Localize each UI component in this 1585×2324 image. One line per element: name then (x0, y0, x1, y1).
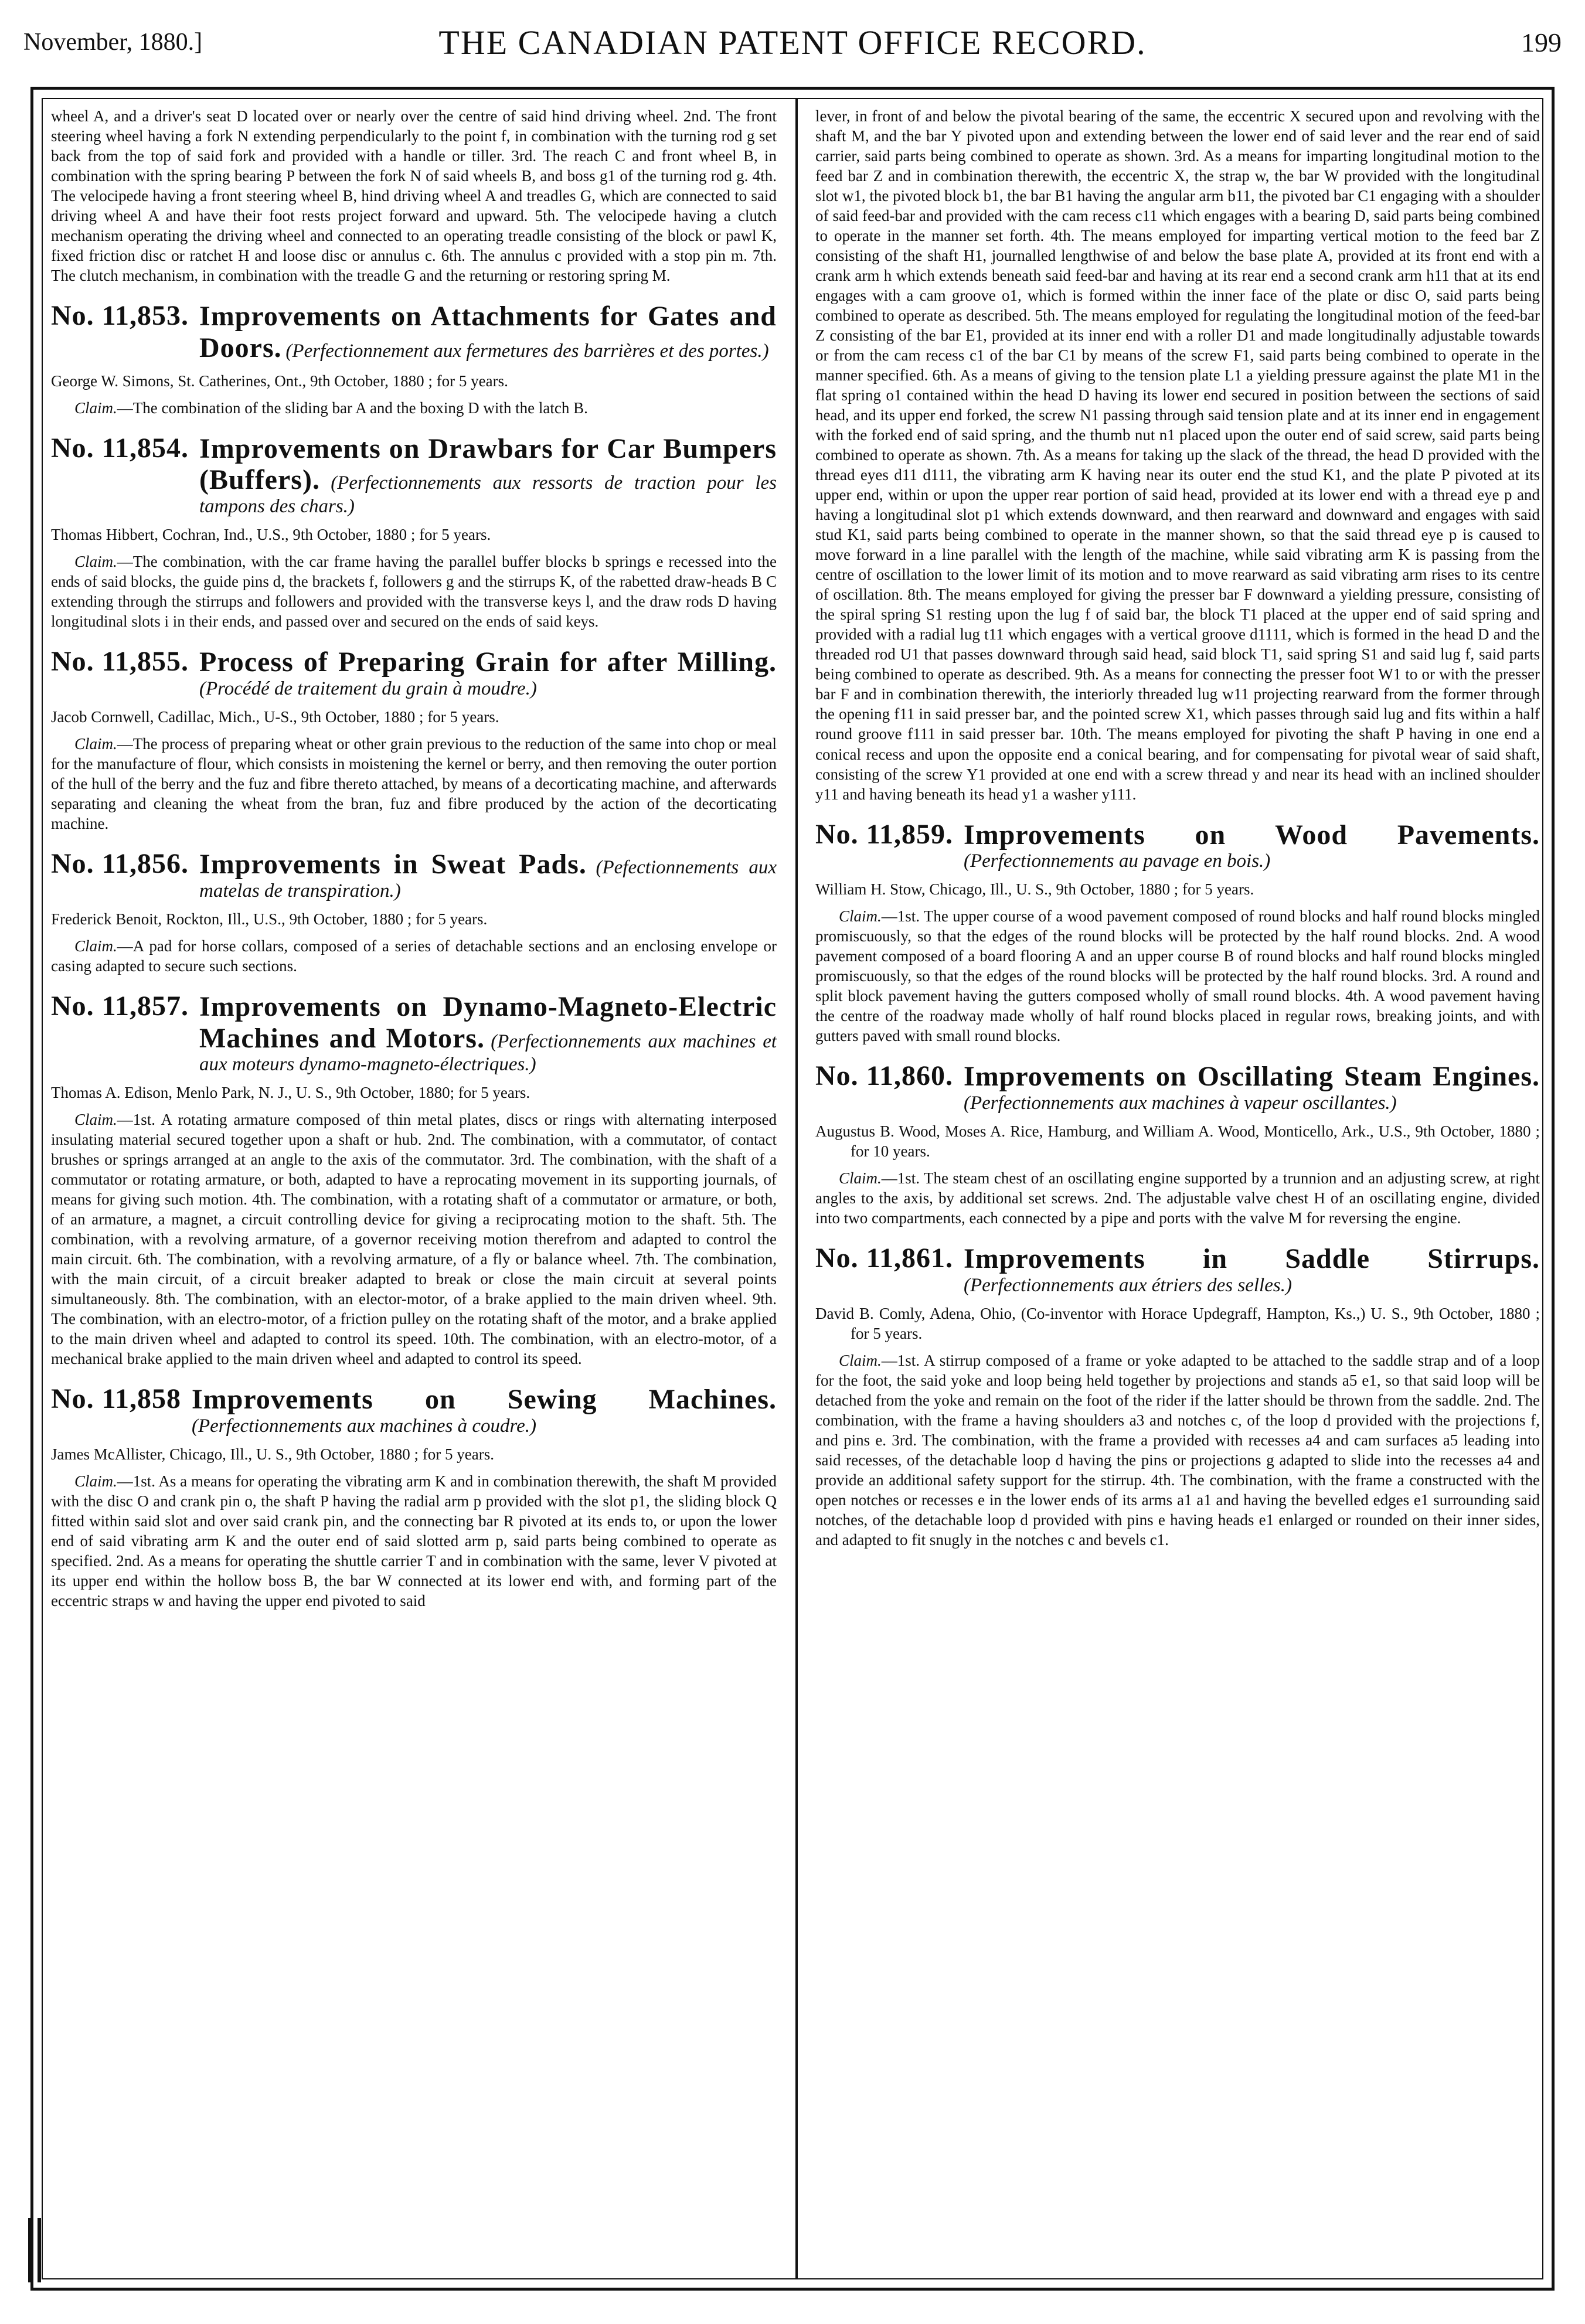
patent-entry (815, 1243, 1540, 1550)
patent-title: Improvements in Saddle Stirrups. (964, 1243, 1540, 1275)
claim-text: —1st. The steam chest of an oscillating engine supported by a trunnion and an adjusting screw, at right angles to the axis, by additional set screws. 2nd. The adjustable valve chest H of an oscillating engine, divided into two compartments, each connected by a pipe and ports with the valve M for reversing the engine. (815, 1169, 1540, 1227)
claim-label: Claim. (839, 1169, 882, 1187)
patent-title: Improvements on Wood Pavements. (964, 819, 1540, 850)
right-column (815, 106, 1540, 2271)
patent-heading (815, 819, 1540, 873)
patent-claim (51, 936, 777, 976)
patent-claim (51, 398, 777, 418)
patent-inventor: Thomas Hibbert, Cochran, Ind., U.S., 9th October, 1880 ; for 5 years. (51, 526, 491, 544)
patent-number: No. 11,859. (815, 818, 954, 850)
continued-claims-velocipede: wheel A, and a driver's seat D located over or nearly over the centre of said hind driving wheel. 2nd. The front steering wheel having a fork N extending perpendicularly to the point f, in combination with the turning rod g set back from the top of said fork and provided with a handle or tiller. 3rd. The reach C and front wheel B, in combination with the spring bearing P between the fork N of said wheels B, and boss g1 of the turning rod g. 4th. The velocipede having a front steering wheel B, hind driving wheel A and treadles G, which are connected to said driving wheel A and have their foot rests project forward and upward. 5th. The velocipede having a clutch mechanism operating the driving wheel and connected to an operating treadle consisting of the block or pawl K, fixed friction disc or ratchet H and loose disc or annulus c. 6th. The annulus c provided with a stop pin m. 7th. The clutch mechanism, in combination with the treadle G and the returning or restoring spring M. (51, 107, 777, 285)
patent-title-french: (Pefectionnements aux matelas de transpiration.) (199, 857, 777, 901)
patent-entry (51, 301, 777, 418)
patent-title-french: (Perfectionnements aux machines à coudre.) (192, 1416, 537, 1437)
claim-label: Claim. (839, 907, 882, 925)
column-rule (795, 98, 798, 2279)
publication-title: THE CANADIAN PATENT OFFICE RECORD. (438, 23, 1147, 62)
patent-entry (51, 991, 777, 1369)
patent-title: Improvements on Dynamo-Magneto-Electric Machines and Motors. (199, 991, 777, 1054)
patent-inventor: William H. Stow, Chicago, Ill., U. S., 9th October, 1880 ; for 5 years. (815, 880, 1254, 899)
patent-claim (51, 734, 777, 833)
patent-number: No. 11,857. (51, 990, 189, 1022)
continued-claims-sewing-machine: lever, in front of and below the pivotal bearing of the same, the eccentric X secured upon and revolving with the shaft M, and the bar Y pivoted upon and extending between the lower end of said lever and the rear end of said carrier, said parts being combined to operate as shown. 3rd. As a means for imparting longitudinal motion to the feed bar Z and in combination therewith, the eccentric X, the strap w, the bar W provided with the longitudinal slot w1, the pivoted block b1, the bar B1 having the angular arm b11, the pivoted bar C1 engaging with a shoulder of said feed-bar and provided with the cam recess c11 which engages with a bearing D, said parts being combined to operate in the manner set forth. 4th. The means employed for imparting vertical motion to the feed bar Z consisting of the shaft H1, journalled lengthwise of and below the base plate A, provided at its front end with a crank arm h which extends beneath said feed-bar and having at its rear end a second crank arm h11 that at its end engages with a cam groove o1, which is formed within the inner face of the plate or disc O, said parts being combined to operate as described. 5th. The means employed for regulating the longitudinal motion of the feed-bar Z consisting of the bar E1, provided at its inner end with a roller D1 and made longitudinally adjustable towards or from the cam recess c1 of the bar C1 by means of the screw F1, said parts being combined to operate in the manner specified. 6th. As a means of giving to the tension plate L1 a yielding pressure against the plate M1 in the flat spring o1 contained within the head D having its lower end secured in position between the sections of said head, and its upper end forked, the screw N1 passing through said tension plate and at its inner end in engagement with the forked end of said spring, and the thumb nut n1 placed upon the outer end of said screw, said parts being combined to operate as shown. 7th. As a means for taking up the slack of the thread, the head D provided with the thread eyes d11 d111, the vibrating arm K having near its outer end the stud K1, and the plate P pivoted at its upper end, within or upon the upper rear portion of said head, provided at its lower end with a thread eye p and having a longitudinal slot p1 which extends downward, and then rearward and downward and engages with said stud K1, said parts being combined to operate in the manner shown, so that the said thread eye p is caused to move forward in a line parallel with the length of the machine, while said vibrating arm K is passing from the centre of oscillation to the lower limit of its motion and to move rearward as said vibrating arm rises to its centre of oscillation. 8th. The means employed for giving the presser bar F downward a yielding pressure, consisting of the spiral spring S1 resting upon the lug f of said bar, the block T1 placed at the upper end of said spring and provided with a radial lug t11 which engages with a vertical groove d1111, which is formed in the head D and the threaded rod U1 that passes downward through said head, said block T1, said spring S1 and said lug f, said parts being combined to operate as described. 9th. As a means for connecting the presser foot W1 to or with the presser bar F and in combination therewith, the interiorly threaded lug w11 projecting rearward from the former through the opening f11 in said presser bar, and the pointed screw X1, which passes through said lug and fits within a half round groove f111 in said presser bar. 10th. The means employed for pivoting the shaft P having in one end a conical recess and upon the opposite end a conical bearing, and for compensating for pivotal wear of said shaft, consisting of the screw Y1 provided at one end with a screw thread y and near its head with an inclined shoulder y11 and having beneath its head y1 a washer y111. (815, 107, 1540, 803)
patent-title-french: (Perfectionnement aux fermetures des barrières et des portes.) (285, 340, 769, 362)
patent-heading (51, 646, 777, 700)
patent-claim (815, 906, 1540, 1046)
patent-heading (51, 433, 777, 518)
patent-title-french: (Perfectionnements aux machines et aux moteurs dynamo-magneto-électriques.) (199, 1030, 777, 1076)
patent-heading (51, 301, 777, 364)
patent-claim (815, 1350, 1540, 1550)
patent-inventor: George W. Simons, St. Catherines, Ont., 9th October, 1880 ; for 5 years. (51, 372, 508, 390)
patent-inventor: Jacob Cornwell, Cadillac, Mich., U-S., 9th October, 1880 ; for 5 years. (51, 707, 499, 726)
claim-label: Claim. (74, 553, 117, 571)
patent-entry (815, 819, 1540, 1046)
claim-label: Claim. (74, 734, 117, 753)
patent-title-french: (Perfectionnements aux machines à vapeur oscillantes.) (964, 1093, 1397, 1114)
claim-text: —1st. A rotating armature composed of thin metal plates, discs or rings with alternating interposed insulating material secured together upon a shaft or hub. 2nd. The combination, with a commutator, of contact brushes or springs arranged at an angle to the axis of the commutator. 3rd. The combination, with the shaft of a commutator or rotating armature, or both, adapted to have a reprocating movement in its supporting journals, of means for giving such motion. 4th. The combination, with a rotating shaft of a commutator or armature, or both, of an armature, a magnet, a circuit controlling device for giving a reciprocating motion to the shaft. 5th. The combination, with a revolving armature, of a governor receiving motion therefrom and adapted to control the main circuit. 6th. The combination, with a revolving armature, of a fly or balance wheel. 7th. The combination, with the main circuit, of a circuit breaker adapted to break or close the main circuit at several points simultaneously. 8th. The combination, with an elector-motor, of a brake applied to the main driven wheel. 9th. The combination, with an electro-motor, of a friction pulley on the rotating shaft of the motor, and a brake applied to the main driven wheel and adapted to control its speed. 10th. The combination, with an electro-motor, of a mechanical brake applied to the main driven wheel and adapted to control its speed. (51, 1111, 777, 1368)
issue-date: November, 1880.] (23, 29, 203, 56)
claim-text: —1st. As a means for operating the vibrating arm K and in combination therewith, the shaft M provided with the disc O and crank pin o, the shaft P having the radial arm p provided with the slot p1, the sliding block Q fitted within said slot and over said crank pin, and the connecting bar R pivoted at its ends to, or upon the lower end of said vibrating arm K and the outer end of said slotted arm p, said parts being combined to operate as specified. 2nd. As a means for operating the shuttle carrier T and in combination with the same, lever V pivoted at its upper end within the hollow boss B, the bar W connected at its lower end with, and forming part of the eccentric straps w and having the upper end pivoted to said (51, 1472, 777, 1610)
patent-title: Improvements on Attachments for Gates and Doors. (199, 301, 777, 363)
patent-entry (51, 1384, 777, 1611)
claim-text: —1st. A stirrup composed of a frame or yoke adapted to be attached to the saddle strap and of a loop for the foot, the said yoke and loop being held together by projections and stands a5 e1, so that said loop will be detached from the yoke and remain on the foot of the rider if the latter should be thrown from the saddle. 2nd. The combination, with the frame a having shoulders a3 and notches c, of the loop d provided with the projections f, and pins e. 3rd. The combination, with the frame a provided with recesses a4 and cam surfaces a5 leading into said recesses, of the detachable loop d having the pins or projections g adapted to slide into the recesses a4 and provide an additional safety support for the stirrup. 4th. The combination, with the frame a constructed with the open notches or recesses e in the lower ends of its arms a1 a1 and having the bevelled edges e1 surrounding said notches, of the detachable loop d provided with pins e having heads e1 enlarged or rounded on their inner sides, and adapted to fit snugly in the notches c and bevels c1. (815, 1351, 1540, 1549)
patent-number: No. 11,854. (51, 432, 189, 464)
patent-inventor: James McAllister, Chicago, Ill., U. S., 9th October, 1880 ; for 5 years. (51, 1445, 494, 1464)
patent-entry (51, 646, 777, 833)
claim-label: Claim. (74, 1472, 117, 1491)
patent-claim (51, 1471, 777, 1611)
patent-title-french: (Perfectionnements aux étriers des selles.) (964, 1274, 1292, 1296)
patent-number: No. 11,853. (51, 300, 189, 332)
patent-heading (51, 849, 777, 902)
patent-heading (51, 1384, 777, 1437)
patent-claim (51, 552, 777, 631)
patent-title-french: (Perfectionnements aux ressorts de traction pour les tampons des chars.) (199, 472, 777, 518)
claim-text: —1st. The upper course of a wood pavement composed of round blocks and half round blocks mingled promiscuously, so that the edges of the round blocks will be protected by the half round blocks. 2nd. A wood pavement composed of a board flooring A and an upper course B of round blocks and half round blocks mingled promiscuously, so that the edges of the round blocks will be protected by the half round blocks. 3rd. A round and split block pavement having the gutters composed wholly of small round blocks. 4th. A wood pavement having the centre of the roadway made wholly of half round blocks placed in regular rows, breaking joints, and with gutters paved with small round blocks. (815, 907, 1540, 1045)
patent-entry (51, 849, 777, 976)
claim-label: Claim. (74, 1111, 117, 1129)
patent-title: Improvements on Oscillating Steam Engines. (964, 1061, 1540, 1093)
patent-title-french: (Procédé de traitement du grain à moudre.) (199, 678, 537, 699)
patent-number: No. 11,855. (51, 646, 189, 678)
patent-number: No. 11,856. (51, 848, 189, 879)
patent-number: No. 11,861. (815, 1243, 954, 1274)
patent-number: No. 11,858 (51, 1383, 182, 1415)
patent-inventor: Frederick Benoit, Rockton, Ill., U.S., 9th October, 1880 ; for 5 years. (51, 910, 488, 928)
patent-title-french: (Perfectionnements au pavage en bois.) (964, 850, 1271, 872)
claim-text: —The combination of the sliding bar A and the boxing D with the latch B. (117, 399, 588, 417)
claim-label: Claim. (74, 399, 117, 417)
patent-heading (815, 1243, 1540, 1297)
left-column (51, 106, 777, 2271)
patent-title: Process of Preparing Grain for after Milling. (199, 646, 777, 678)
claim-text: —A pad for horse collars, composed of a series of detachable sections and an enclosing envelope or casing adapted to secure such sections. (51, 937, 777, 975)
patent-inventor: David B. Comly, Adena, Ohio, (Co-inventor with Horace Updegraff, Hampton, Ks.,) U. S., 9th October, 1880 ; for 5 years. (815, 1304, 1540, 1342)
patent-title: Improvements on Drawbars for Car Bumpers (Buffers). (199, 433, 777, 496)
claim-text: —The process of preparing wheat or other grain previous to the reduction of the same into chop or meal for the manufacture of flour, which consists in moistening the kernel or berry, and then removing the outer portion of the hull of the berry and the fuz and fibre thereto attached, by means of a decorticating machine, and afterwards separating and cleaning the wheat from the bran, fuz and fibre produced by the action of the decorticating machine. (51, 734, 777, 832)
patent-entry (815, 1061, 1540, 1228)
patent-claim (815, 1168, 1540, 1228)
running-head (23, 13, 1562, 72)
patent-title: Improvements on Sewing Machines. (192, 1384, 777, 1416)
margin-binding-marks (28, 2218, 41, 2282)
patent-number: No. 11,860. (815, 1060, 954, 1092)
patent-inventor: Augustus B. Wood, Moses A. Rice, Hamburg, and William A. Wood, Monticello, Ark., U.S., 9th October, 1880 ; for 10 years. (815, 1122, 1540, 1161)
patent-entry (51, 433, 777, 632)
patent-claim (51, 1110, 777, 1369)
page-frame (30, 87, 1555, 2291)
claim-label: Claim. (74, 937, 117, 955)
claim-text: —The combination, with the car frame having the parallel buffer blocks b springs e recessed into the ends of said blocks, the guide pins d, the brackets f, followers g and the stirrups K, of the rabetted draw-heads B C extending through the stirrups and followers and provided with the transverse keys l, and the draw rods D having longitudinal slots i in their ends, and passed over and secured on the ends of said keys. (51, 553, 777, 631)
page-number: 199 (1521, 27, 1562, 57)
patent-heading (815, 1061, 1540, 1114)
patent-heading (51, 991, 777, 1076)
patent-title: Improvements in Sweat Pads. (199, 849, 587, 880)
claim-label: Claim. (839, 1351, 882, 1369)
patent-inventor: Thomas A. Edison, Menlo Park, N. J., U. S., 9th October, 1880; for 5 years. (51, 1084, 530, 1102)
